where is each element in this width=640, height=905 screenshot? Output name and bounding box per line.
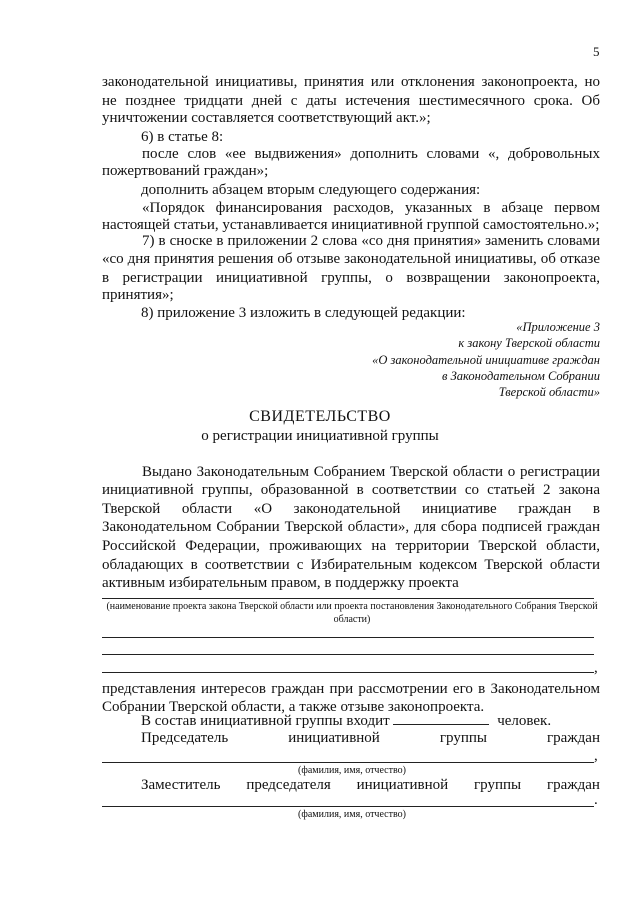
item-8: 8) приложение 3 изложить в следующей редакции: <box>141 305 466 321</box>
text-line: настоящей статьи, устанавливается инициативной группой самостоятельно.»; <box>102 217 600 233</box>
text-line: законодательной инициативы, принятия или отклонения законопроекта, но <box>102 74 600 90</box>
deputy-row <box>141 777 600 794</box>
appendix-line: в Законодательном Собрании <box>442 368 600 383</box>
item-7 <box>102 232 600 251</box>
text-line: Выдано Законодательным Собранием Тверской области о регистрации <box>142 464 600 480</box>
text-line: в регистрации инициативной группы, о возвращении законопроекта, <box>102 269 600 286</box>
representation-paragraph <box>102 680 600 699</box>
chair-word: Председатель <box>141 730 229 746</box>
appendix-line: «Приложение 3 <box>516 320 600 334</box>
certificate-subtitle: о регистрации инициативной группы <box>201 428 439 444</box>
chair-word: граждан <box>547 730 600 746</box>
text-line: активным избирательным правом, в поддержку проекта <box>102 575 459 591</box>
chairman-row <box>141 730 600 747</box>
text-line: Собрании Тверской области, а также отзыве законопроекта. <box>102 699 485 715</box>
members-before-text: В состав инициативной группы входит <box>141 713 390 729</box>
item-6: 6) в статье 8: <box>141 129 224 145</box>
deputy-word: председателя <box>246 777 331 793</box>
deputy-period: . <box>594 792 598 808</box>
project-name-line[interactable] <box>102 598 594 599</box>
paragraph-continuation <box>102 73 600 110</box>
chair-word: группы <box>439 730 487 746</box>
text-line: Законодательном Собрании Тверской области», для сбора подписей граждан <box>102 519 600 536</box>
project-name-line-4[interactable] <box>102 672 594 673</box>
item-6-quote <box>102 199 600 218</box>
trailing-comma: , <box>594 660 598 676</box>
item-7-cont <box>102 250 600 287</box>
members-count-field[interactable] <box>393 711 489 725</box>
deputy-name-line[interactable] <box>102 806 594 807</box>
deputy-word: граждан <box>546 777 600 793</box>
deputy-word: инициативной <box>356 777 449 793</box>
appendix-line: «О законодательной инициативе граждан <box>372 352 600 367</box>
text-line: уничтожении составляется соответствующий акт.»; <box>102 110 431 126</box>
appendix-line: к закону Тверской области <box>458 336 600 351</box>
certificate-body <box>102 481 600 575</box>
text-line: 7) в сноске в приложении 2 слова «со дня принятия» заменить словами <box>142 233 600 249</box>
project-name-line-2[interactable] <box>102 637 594 638</box>
text-line: обладающих в соответствии с Избирательным кодексом Тверской области <box>102 556 600 573</box>
chairman-caption: (фамилия, имя, отчество) <box>298 765 406 776</box>
item-6-addition <box>102 145 600 164</box>
appendix-header <box>372 319 600 400</box>
deputy-caption: (фамилия, имя, отчество) <box>298 809 406 820</box>
text-line: после слов «ее выдвижения» дополнить словами «, добровольных <box>142 146 600 162</box>
deputy-word: группы <box>474 777 522 793</box>
text-line: Тверской области «О законодательной инициативе граждан в <box>102 500 600 517</box>
deputy-word: Заместитель <box>141 777 221 793</box>
text-line: не позднее тридцати дней с даты истечения шестимесячного срока. Об <box>102 92 600 109</box>
members-after-text: человек. <box>497 713 552 729</box>
members-count-line <box>141 711 551 730</box>
project-name-caption: (наименование проекта закона Тверской области или проекта постановления Законодательного Собрания Тверской области) <box>106 601 598 625</box>
certificate-title: СВИДЕТЕЛЬСТВО <box>249 408 391 425</box>
page-number: 5 <box>593 44 600 59</box>
appendix-line: Тверской области» <box>498 385 600 400</box>
item-6-intro: дополнить абзацем вторым следующего содержания: <box>141 182 481 198</box>
chairman-name-line[interactable] <box>102 762 594 763</box>
text-line: представления интересов граждан при рассмотрении его в Законодательном <box>102 681 600 697</box>
chair-word: инициативной <box>288 730 380 746</box>
text-line: принятия»; <box>102 287 174 303</box>
text-line: пожертвований граждан»; <box>102 163 269 179</box>
certificate-body-first <box>102 463 600 482</box>
text-line: «со дня принятия решения об отзыве законодательной инициативы, об отказе <box>102 251 600 267</box>
text-line: Российской Федерации, проживающих на территории Тверской области, <box>102 538 600 555</box>
chairman-comma: , <box>594 748 598 764</box>
project-name-line-3[interactable] <box>102 654 594 655</box>
text-line: «Порядок финансирования расходов, указанных в абзаце первом <box>142 200 600 216</box>
text-line: инициативной группы, образованной в соответствии со статьей 2 закона <box>102 482 600 498</box>
